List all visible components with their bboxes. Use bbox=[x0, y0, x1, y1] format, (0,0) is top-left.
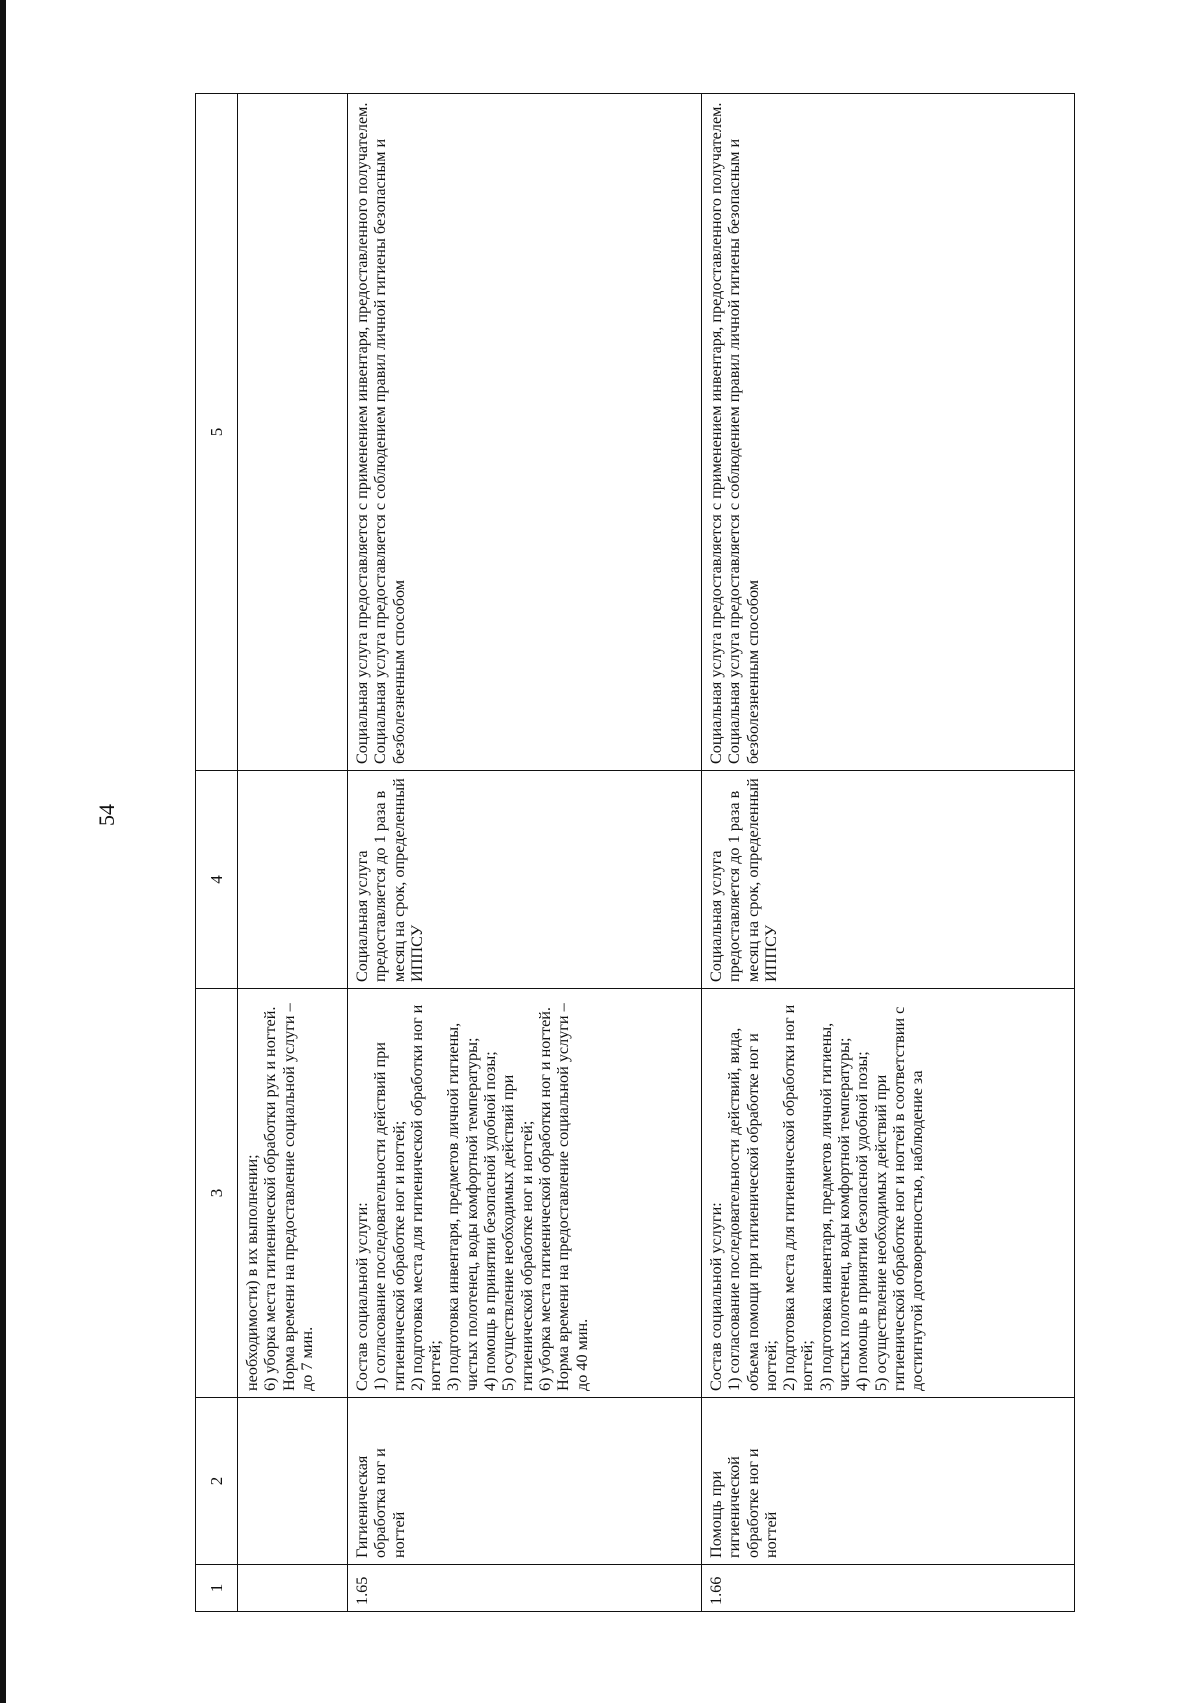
header-col-4: 4 bbox=[196, 771, 238, 989]
service-frequency bbox=[238, 771, 348, 989]
service-conditions: Социальная услуга предоставляется с применением инвентаря, предоставленного получателем. Социальная услуга предоставляется с соблюдением правил личной гигиены безопасным и безболезненным способом bbox=[348, 94, 702, 771]
service-conditions bbox=[238, 94, 348, 771]
header-col-1: 1 bbox=[196, 1565, 238, 1612]
page-number: 54 bbox=[94, 804, 119, 826]
scan-edge bbox=[0, 0, 6, 1703]
header-col-5: 5 bbox=[196, 94, 238, 771]
header-col-2: 2 bbox=[196, 1398, 238, 1565]
service-name bbox=[238, 1398, 348, 1565]
service-composition: Состав социальной услуги: 1) согласование последовательности действий при гигиенической обработке ног и ногтей; 2) подготовка места для гигиенической обработки ног и ногтей; 3) подготовка инвентаря, предметов личной гигиены, чистых полотенец, воды комфортной температуры; 4) помощь в принятии безопасной удобной позы; 5) осуществление необходимых действий при гигиенической обработке ног и ногтей; 6) уборка места гигиенической обработки ног и ногтей. Норма времени на предоставление социальной услуги – до 40 мин. bbox=[348, 989, 702, 1398]
table-row bbox=[702, 94, 1075, 1612]
table-row bbox=[238, 94, 348, 1612]
services-table bbox=[195, 93, 1075, 1612]
row-number: 1.66 bbox=[702, 1565, 1075, 1612]
service-frequency: Социальная услуга предоставляется до 1 раза в месяц на срок, определенный ИППСУ bbox=[348, 771, 702, 989]
row-number: 1.65 bbox=[348, 1565, 702, 1612]
service-composition: необходимости) в их выполнении; 6) уборка места гигиенической обработки рук и ногтей. Норма времени на предоставление социальной услуги – до 7 мин. bbox=[238, 989, 348, 1398]
rotated-table-container bbox=[195, 94, 1075, 1612]
service-conditions: Социальная услуга предоставляется с применением инвентаря, предоставленного получателем. Социальная услуга предоставляется с соблюдением правил личной гигиены безопасным и безболезненным способом bbox=[702, 94, 1075, 771]
service-frequency: Социальная услуга предоставляется до 1 раза в месяц на срок, определенный ИППСУ bbox=[702, 771, 1075, 989]
table-row bbox=[348, 94, 702, 1612]
service-name: Гигиеническая обработка ног и ногтей bbox=[348, 1398, 702, 1565]
header-row bbox=[196, 94, 238, 1612]
service-composition: Состав социальной услуги: 1) согласование последовательности действий, вида, объема помощи при гигиенической обработке ног и ногтей; 2) подготовка места для гигиенической обработки ног и ногтей; 3) подготовка инвентаря, предметов личной гигиены, чистых полотенец, воды комфортной температуры; 4) помощь в принятии безопасной удобной позы; 5) осуществление необходимых действий при гигиенической обработке ног и ногтей в соответствии с достигнутой договоренностью, наблюдение за bbox=[702, 989, 1075, 1398]
service-name: Помощь при гигиенической обработке ног и ногтей bbox=[702, 1398, 1075, 1565]
row-number bbox=[238, 1565, 348, 1612]
header-col-3: 3 bbox=[196, 989, 238, 1398]
